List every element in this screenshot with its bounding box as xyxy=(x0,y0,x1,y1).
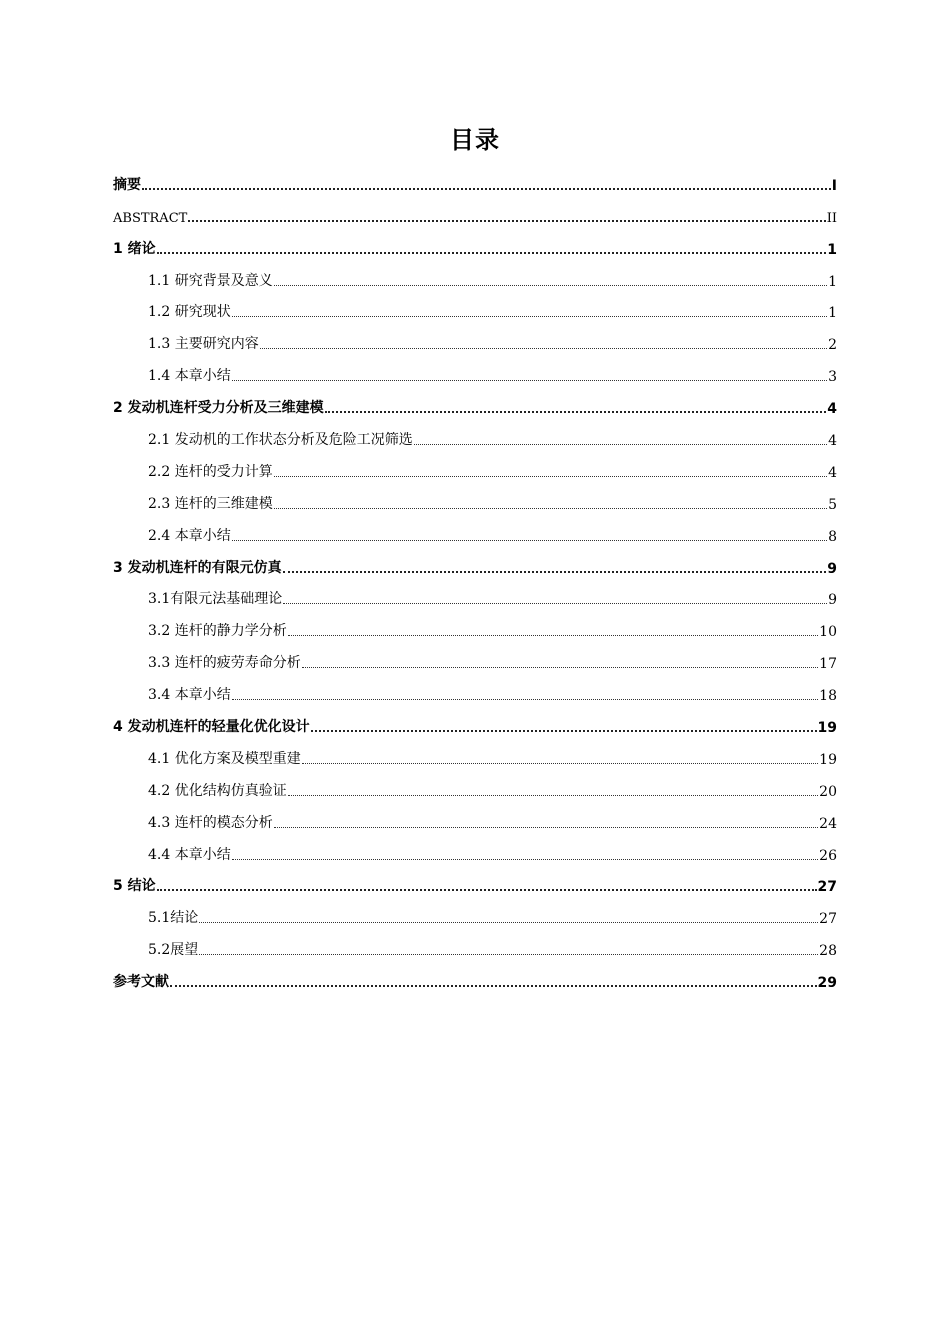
toc-entry-label: 3.2 连杆的静力学分析 xyxy=(148,623,287,640)
toc-entry-page-number: 2 xyxy=(828,337,837,354)
toc-entry[interactable] xyxy=(113,230,837,262)
toc-dot-leader xyxy=(232,315,827,317)
toc-entry[interactable] xyxy=(113,836,837,868)
toc-dot-leader xyxy=(232,539,827,541)
toc-entry[interactable] xyxy=(113,676,837,708)
toc-dot-leader xyxy=(288,794,818,796)
toc-entry-page-number: 19 xyxy=(817,720,837,737)
toc-entry-page-number: 4 xyxy=(828,433,837,450)
toc-entry-page-number: II xyxy=(826,210,837,226)
toc-entry-label: 4.2 优化结构仿真验证 xyxy=(148,782,287,799)
toc-entry-page-number: I xyxy=(831,177,837,194)
toc-dot-leader xyxy=(274,475,827,477)
table-of-contents xyxy=(113,166,837,995)
toc-entry-page-number: 4 xyxy=(827,401,837,418)
toc-entry-label: 3 发动机连杆的有限元仿真 xyxy=(113,559,282,576)
toc-entry-label: 1.2 研究现状 xyxy=(148,304,231,321)
toc-entry-label: 2.2 连杆的受力计算 xyxy=(148,463,273,480)
toc-entry-page-number: 28 xyxy=(819,943,837,960)
toc-dot-leader xyxy=(283,602,827,604)
toc-dot-leader xyxy=(302,762,818,764)
toc-dot-leader xyxy=(232,858,818,860)
toc-dot-leader xyxy=(142,187,831,190)
toc-entry-label: 摘要 xyxy=(113,176,141,193)
toc-entry-page-number: 5 xyxy=(828,496,837,513)
toc-entry[interactable] xyxy=(113,644,837,676)
toc-entry[interactable] xyxy=(113,772,837,804)
toc-entry-label: 1 绪论 xyxy=(113,240,156,257)
toc-entry[interactable] xyxy=(113,389,837,421)
toc-entry-label: 3.3 连杆的疲劳寿命分析 xyxy=(148,655,301,672)
toc-dot-leader xyxy=(232,698,818,700)
toc-entry[interactable] xyxy=(113,931,837,963)
toc-entry[interactable] xyxy=(113,708,837,740)
toc-dot-leader xyxy=(157,888,817,891)
toc-entry[interactable] xyxy=(113,612,837,644)
toc-entry-label: 2.4 本章小结 xyxy=(148,527,231,544)
toc-entry-page-number: 3 xyxy=(828,369,837,386)
toc-entry[interactable] xyxy=(113,899,837,931)
toc-dot-leader xyxy=(260,347,827,349)
toc-entry-page-number: 9 xyxy=(828,592,837,609)
toc-entry[interactable] xyxy=(113,262,837,294)
toc-entry-page-number: 1 xyxy=(828,305,837,322)
toc-dot-leader xyxy=(274,826,818,828)
toc-entry[interactable] xyxy=(113,804,837,836)
toc-entry-label: 1.4 本章小结 xyxy=(148,368,231,385)
toc-entry[interactable] xyxy=(113,517,837,549)
toc-entry-label: 2.1 发动机的工作状态分析及危险工况筛选 xyxy=(148,432,413,449)
toc-entry[interactable] xyxy=(113,198,837,230)
toc-entry-label: 3.4 本章小结 xyxy=(148,687,231,704)
toc-entry-page-number: 26 xyxy=(819,847,837,864)
toc-entry-page-number: 29 xyxy=(817,975,837,992)
toc-entry-page-number: 1 xyxy=(828,273,837,290)
toc-dot-leader xyxy=(302,666,818,668)
toc-entry[interactable] xyxy=(113,485,837,517)
toc-entry-page-number: 4 xyxy=(828,464,837,481)
toc-entry-label: 1.3 主要研究内容 xyxy=(148,336,259,353)
toc-entry[interactable] xyxy=(113,453,837,485)
toc-dot-leader xyxy=(188,219,825,222)
toc-entry[interactable] xyxy=(113,581,837,613)
toc-dot-leader xyxy=(157,251,827,254)
toc-entry-page-number: 27 xyxy=(819,911,837,928)
toc-entry-label: 1.1 研究背景及意义 xyxy=(148,272,273,289)
toc-dot-leader xyxy=(325,410,827,413)
toc-entry[interactable] xyxy=(113,963,837,995)
toc-entry-label: 5.1结论 xyxy=(148,910,199,927)
toc-entry-page-number: 1 xyxy=(827,241,837,258)
toc-entry-label: 4.4 本章小结 xyxy=(148,846,231,863)
toc-entry-page-number: 8 xyxy=(828,528,837,545)
toc-entry-page-number: 19 xyxy=(819,751,837,768)
toc-entry-label: 3.1有限元法基础理论 xyxy=(148,591,283,608)
toc-entry-label: 4 发动机连杆的轻量化优化设计 xyxy=(113,719,310,736)
toc-entry-label: 5.2展望 xyxy=(148,942,199,959)
toc-entry-label: 4.3 连杆的模态分析 xyxy=(148,814,273,831)
toc-entry[interactable] xyxy=(113,868,837,900)
toc-entry-page-number: 18 xyxy=(819,688,837,705)
toc-entry-label: 4.1 优化方案及模型重建 xyxy=(148,750,301,767)
toc-dot-leader xyxy=(311,729,817,732)
toc-dot-leader xyxy=(199,953,818,955)
toc-dot-leader xyxy=(274,507,827,509)
toc-entry-label: 2 发动机连杆受力分析及三维建模 xyxy=(113,400,324,417)
toc-entry[interactable] xyxy=(113,549,837,581)
toc-entry-page-number: 17 xyxy=(819,656,837,673)
toc-entry-label: 参考文献 xyxy=(113,974,169,991)
toc-entry[interactable] xyxy=(113,325,837,357)
toc-entry[interactable] xyxy=(113,357,837,389)
toc-entry-page-number: 27 xyxy=(817,879,837,896)
toc-entry-page-number: 10 xyxy=(819,624,837,641)
toc-dot-leader xyxy=(414,443,827,445)
toc-dot-leader xyxy=(288,634,818,636)
toc-dot-leader xyxy=(274,284,827,286)
toc-entry[interactable] xyxy=(113,421,837,453)
toc-entry-label: ABSTRACT xyxy=(113,210,188,226)
toc-entry-page-number: 24 xyxy=(819,815,837,832)
toc-dot-leader xyxy=(232,379,827,381)
toc-entry[interactable] xyxy=(113,740,837,772)
toc-entry-label: 5 结论 xyxy=(113,878,156,895)
toc-entry[interactable] xyxy=(113,294,837,326)
toc-entry-label: 2.3 连杆的三维建模 xyxy=(148,495,273,512)
toc-entry[interactable] xyxy=(113,166,837,198)
toc-dot-leader xyxy=(283,570,827,573)
toc-dot-leader xyxy=(199,921,818,923)
toc-dot-leader xyxy=(170,984,817,987)
toc-entry-page-number: 9 xyxy=(827,560,837,577)
toc-entry-page-number: 20 xyxy=(819,783,837,800)
page-title: 目录 xyxy=(450,126,500,154)
